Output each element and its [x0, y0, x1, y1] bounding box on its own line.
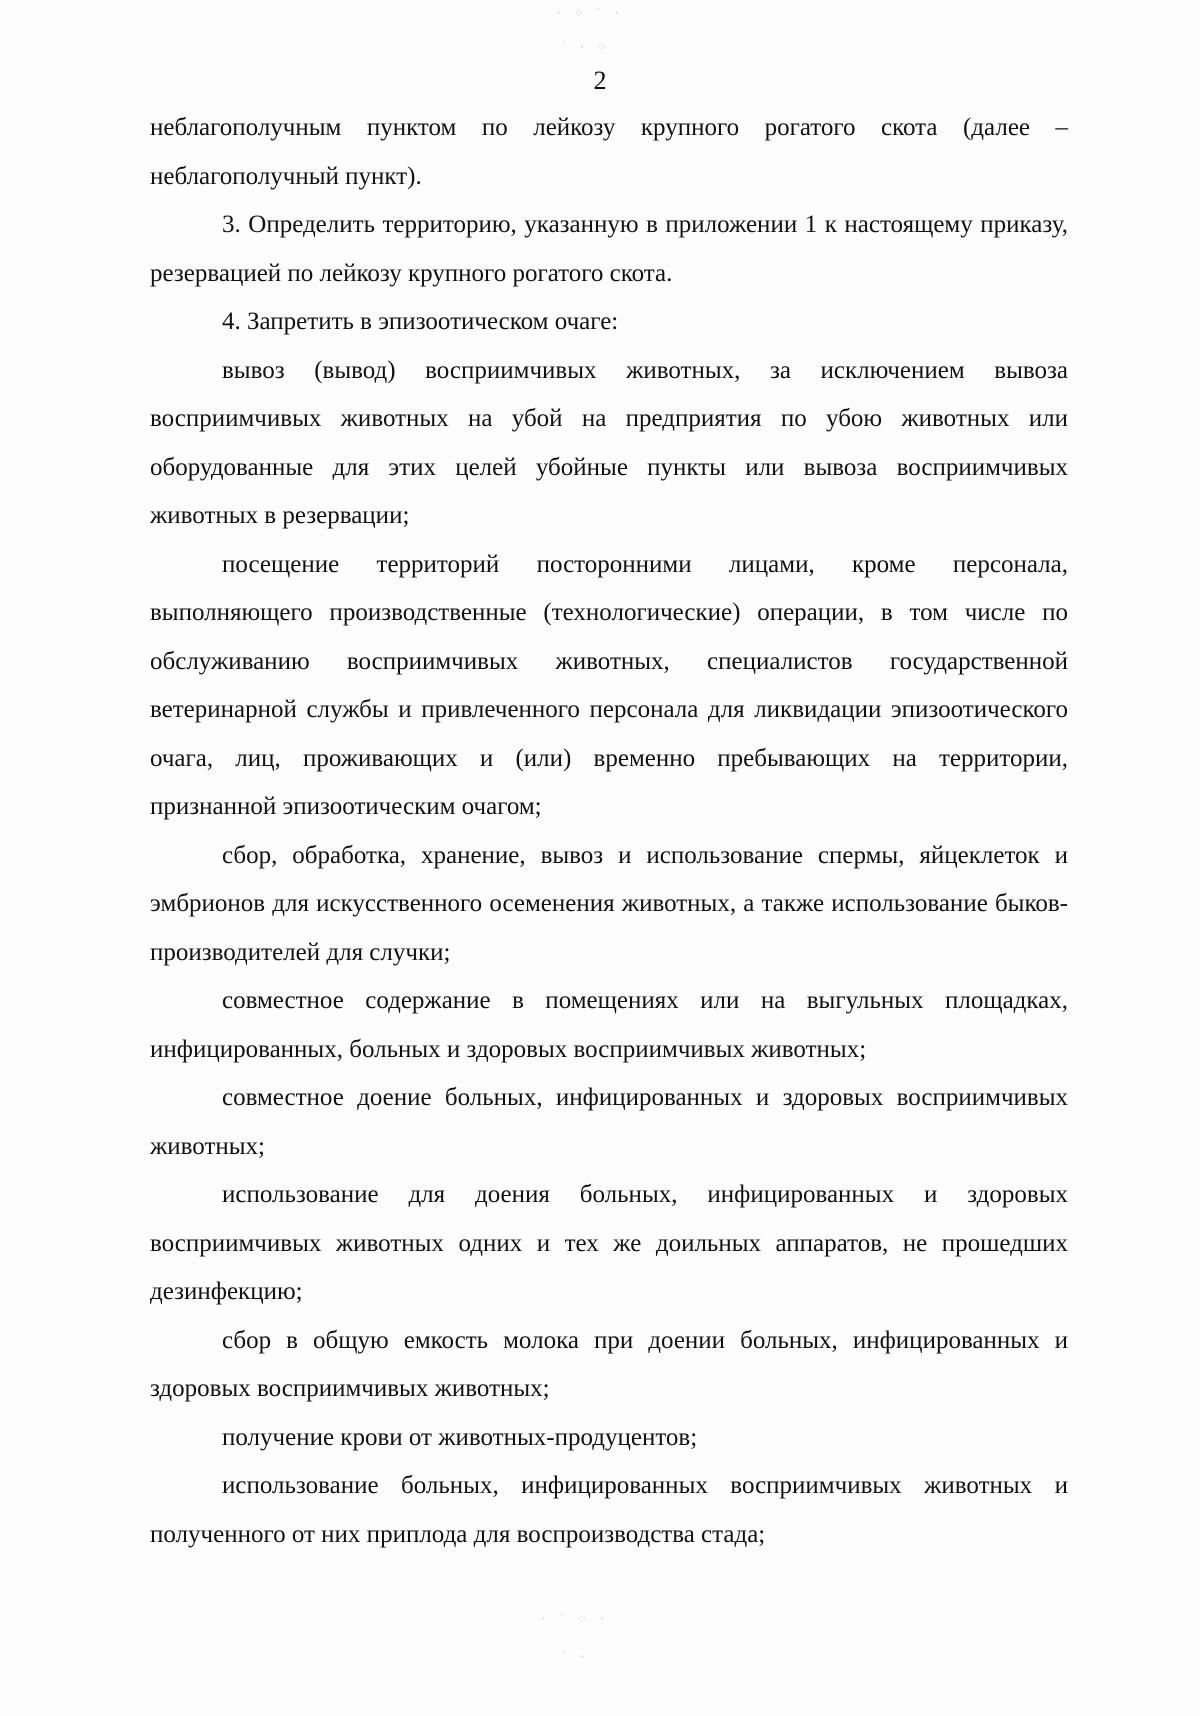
paragraph-ban-keeping: совместное содержание в помещениях или на выгульных площадках, инфицированных, больных и здоровых восприимчивых животных; — [150, 987, 1068, 1063]
scan-noise: ˙ · — [560, 1650, 588, 1664]
page-number: 2 — [593, 66, 607, 95]
document-body — [150, 104, 1068, 1559]
paragraph-ban-milk-container: сбор в общую емкость молока при доении больных, инфицированных и здоровых восприимчивых животных; — [150, 1326, 1068, 1402]
paragraph-ban-milking: совместное доение больных, инфицированных и здоровых восприимчивых животных; — [150, 1084, 1068, 1160]
paragraph-ban-apparatus: использование для доения больных, инфицированных и здоровых восприимчивых животных одних и тех же доильных аппаратов, не прошедших дезинфекцию; — [150, 1181, 1068, 1305]
paragraph-ban-semen: сбор, обработка, хранение, вывоз и использование спермы, яйцеклеток и эмбрионов для искусственного осеменения животных, а также использование быков-производителей для случки; — [150, 841, 1068, 966]
paragraph-ban-reproduction: использование больных, инфицированных восприимчивых животных и полученного от них приплода для воспроизводства стада; — [150, 1472, 1068, 1548]
paragraph-item-3: 3. Определить территорию, указанную в приложении 1 к настоящему приказу, резервацией по лейкозу крупного рогатого скота. — [150, 211, 1068, 287]
paragraph-ban-blood: получение крови от животных-продуцентов; — [222, 1423, 698, 1451]
scan-noise: ˙ · ⁘ — [560, 40, 609, 54]
paragraph-continuation: неблагополучным пунктом по лейкозу крупного рогатого скота (далее – неблагополучный пункт). — [150, 114, 1068, 190]
paragraph-ban-visits: посещение территорий посторонними лицами, кроме персонала, выполняющего производственные (технологические) операции, в том числе по обслуживанию восприимчивых животных, специалистов государственной ветеринарной службы и привлеченного персонала для ликвидации эпизоотического очага, лиц, проживающих и (или) временно пребывающих на территории, признанной эпизоотическим очагом; — [150, 550, 1068, 820]
paragraph-item-4: 4. Запретить в эпизоотическом очаге: — [222, 308, 619, 335]
scan-noise: · ⁘ ˙ · — [555, 6, 623, 20]
paragraph-ban-export: вывоз (вывод) восприимчивых животных, за исключением вывоза восприимчивых животных на убой на предприятия по убою животных или оборудованные для этих целей убойные пункты или вывоза восприимчивых животных в резервации; — [150, 356, 1068, 529]
scan-noise: · ˙ ⁘ · — [540, 1612, 608, 1626]
